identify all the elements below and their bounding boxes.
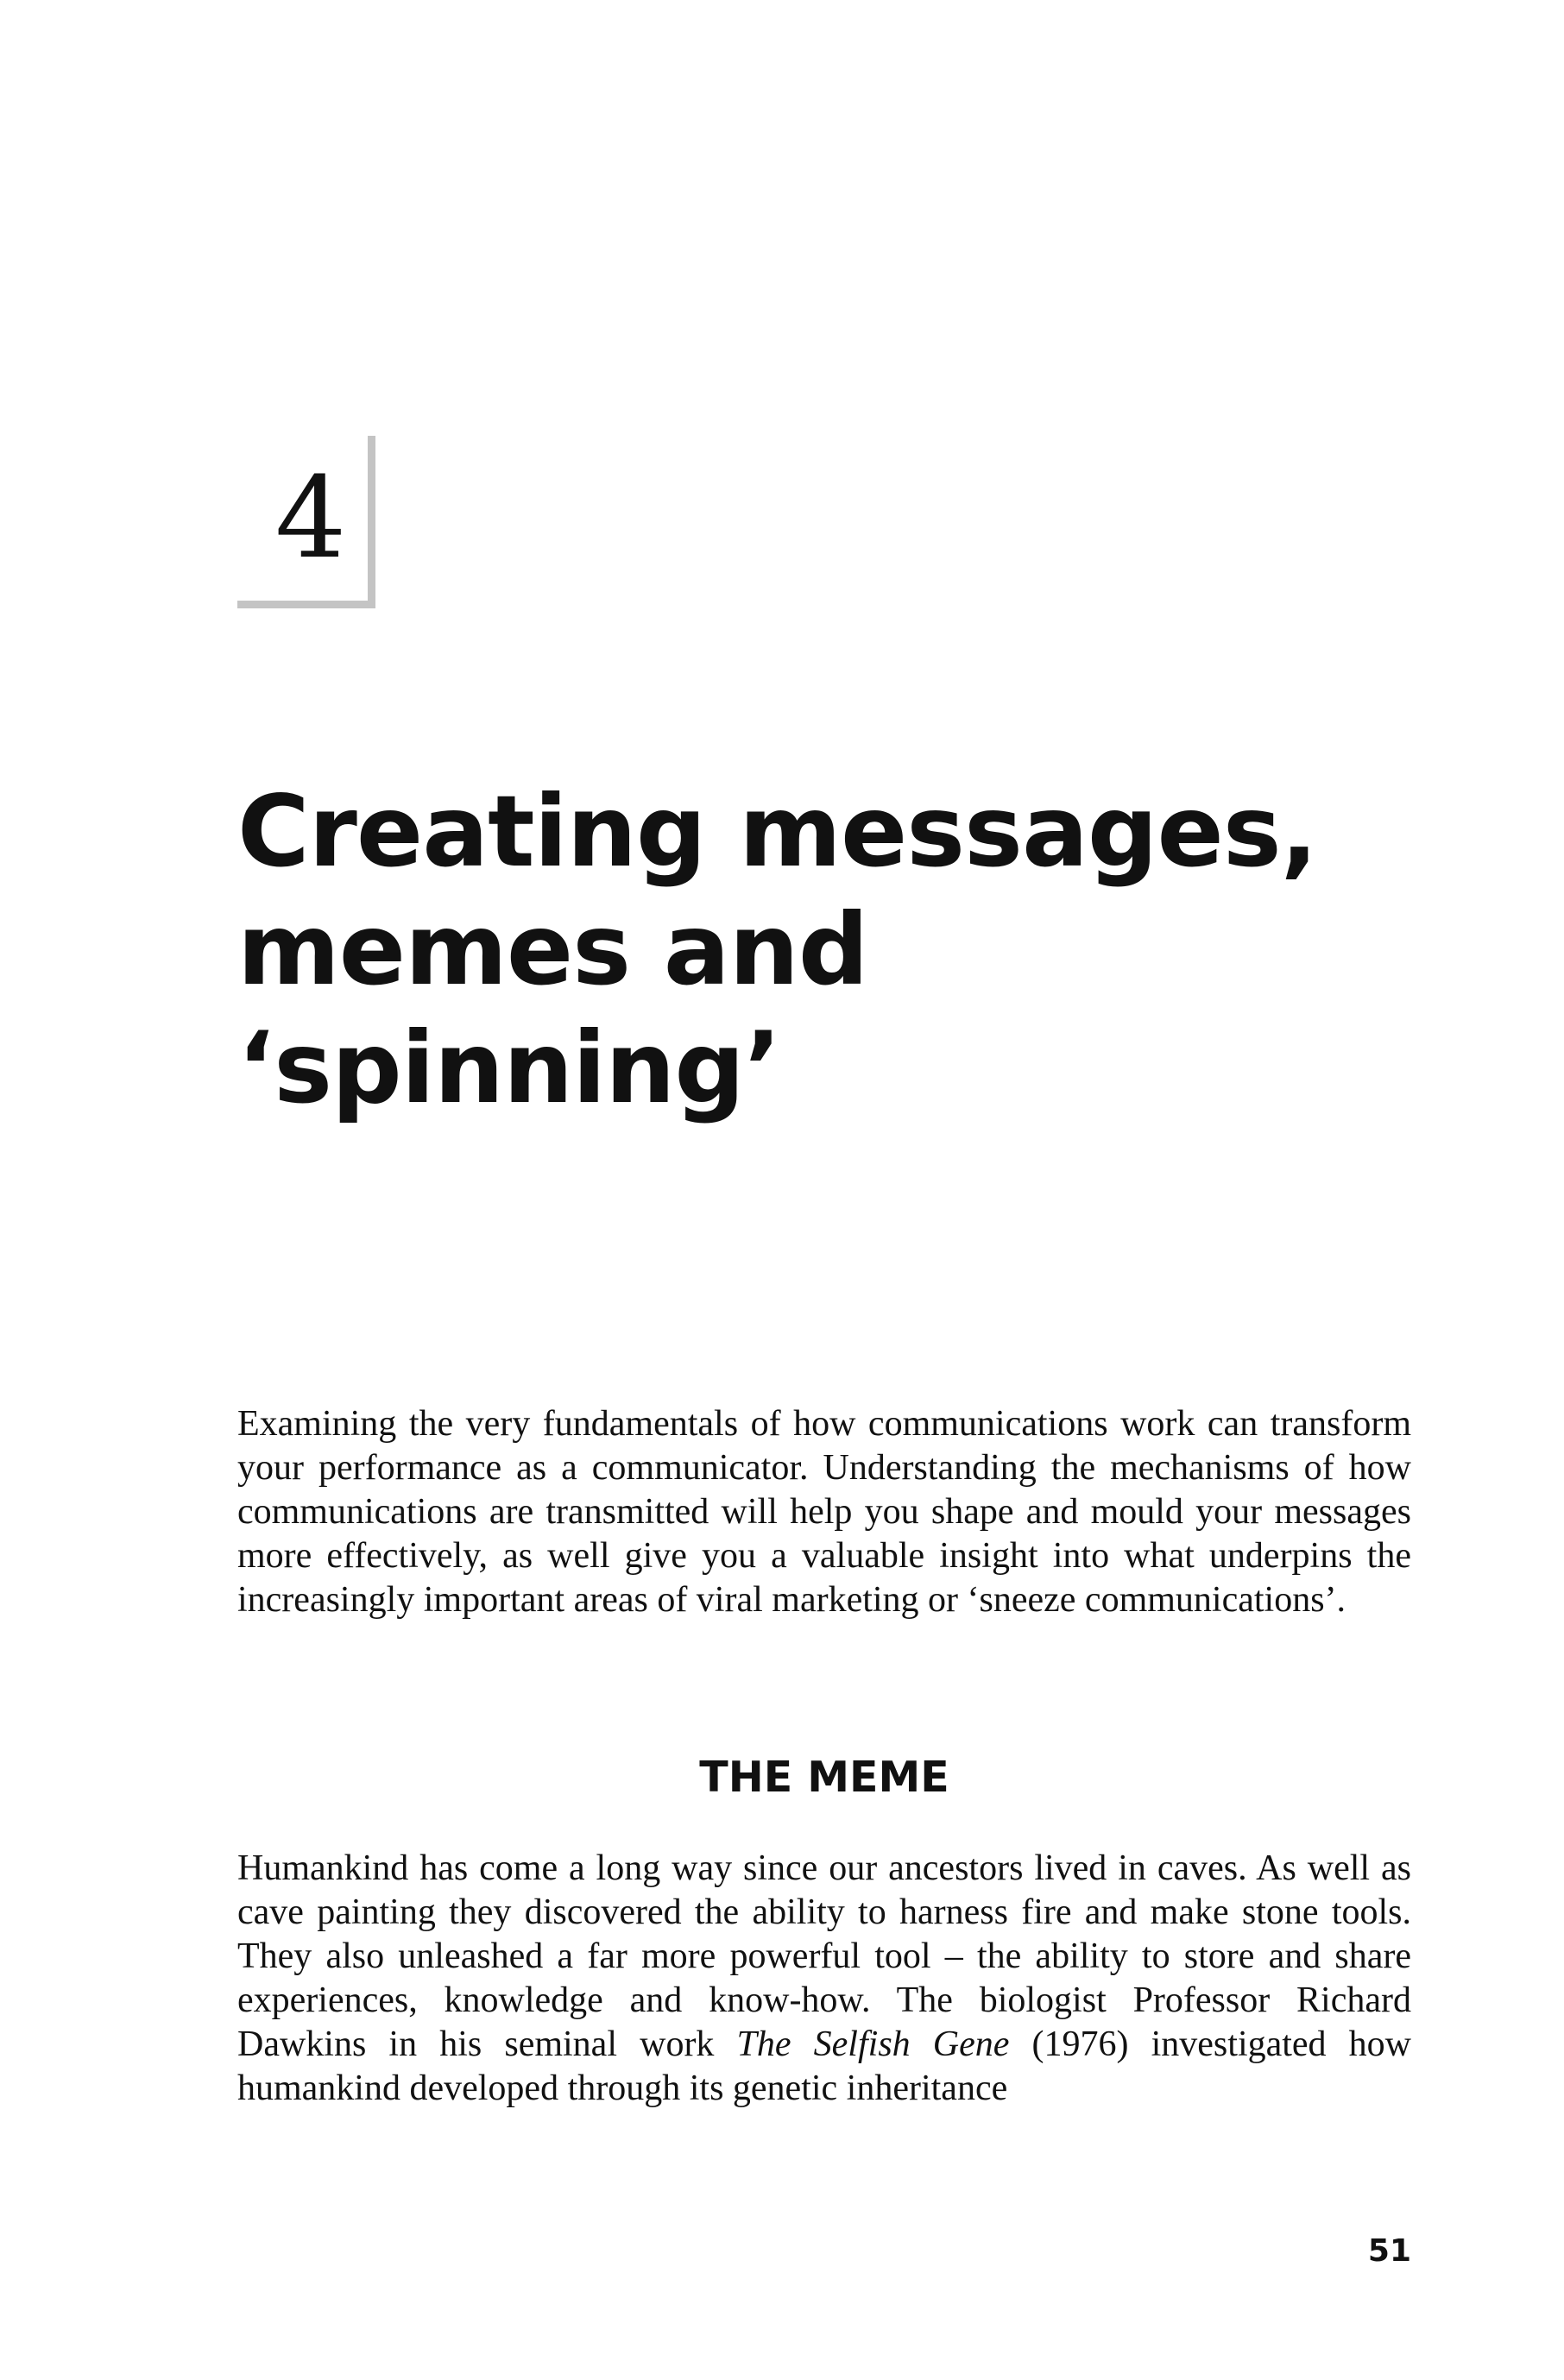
chapter-title-line-3: ‘spinning’ [237,1011,781,1125]
section-paragraph [237,1847,1411,2111]
chapter-title-line-2: memes and [237,892,868,1007]
chapter-title-line-1: Creating messages, [237,774,1317,889]
chapter-number-box [237,436,375,608]
intro-paragraph: Examining the very fundamentals of how communications work can transform your performance as a communicator. Understanding the mechanisms of how communications are transmitted will help you shape and mould your messages more effectively, as well give you a valuable insight into what underpins the increasingly important areas of viral marketing or ‘sneeze communications’. [237,1404,1411,1620]
section-heading: THE MEME [699,1753,949,1802]
page-number: 51 [1367,2233,1411,2269]
chapter-title [237,772,1428,1127]
book-title: The Selfish Gene [736,2024,1010,2064]
chapter-number: 4 [274,452,347,583]
section-paragraph-text-after: (1976) investigated how humankind developed through its genetic inheritance [237,2024,1412,2108]
section-paragraph-text-before: Humankind has come a long way since our ancestors lived in caves. As well as cave painting they discovered the ability to harness fire and make stone tools. They also unleashed a far more powerful tool – the ability to store and share experiences, knowledge and know-how. The biologist Professor Richard Dawkins in his seminal work [237,1848,1411,2064]
